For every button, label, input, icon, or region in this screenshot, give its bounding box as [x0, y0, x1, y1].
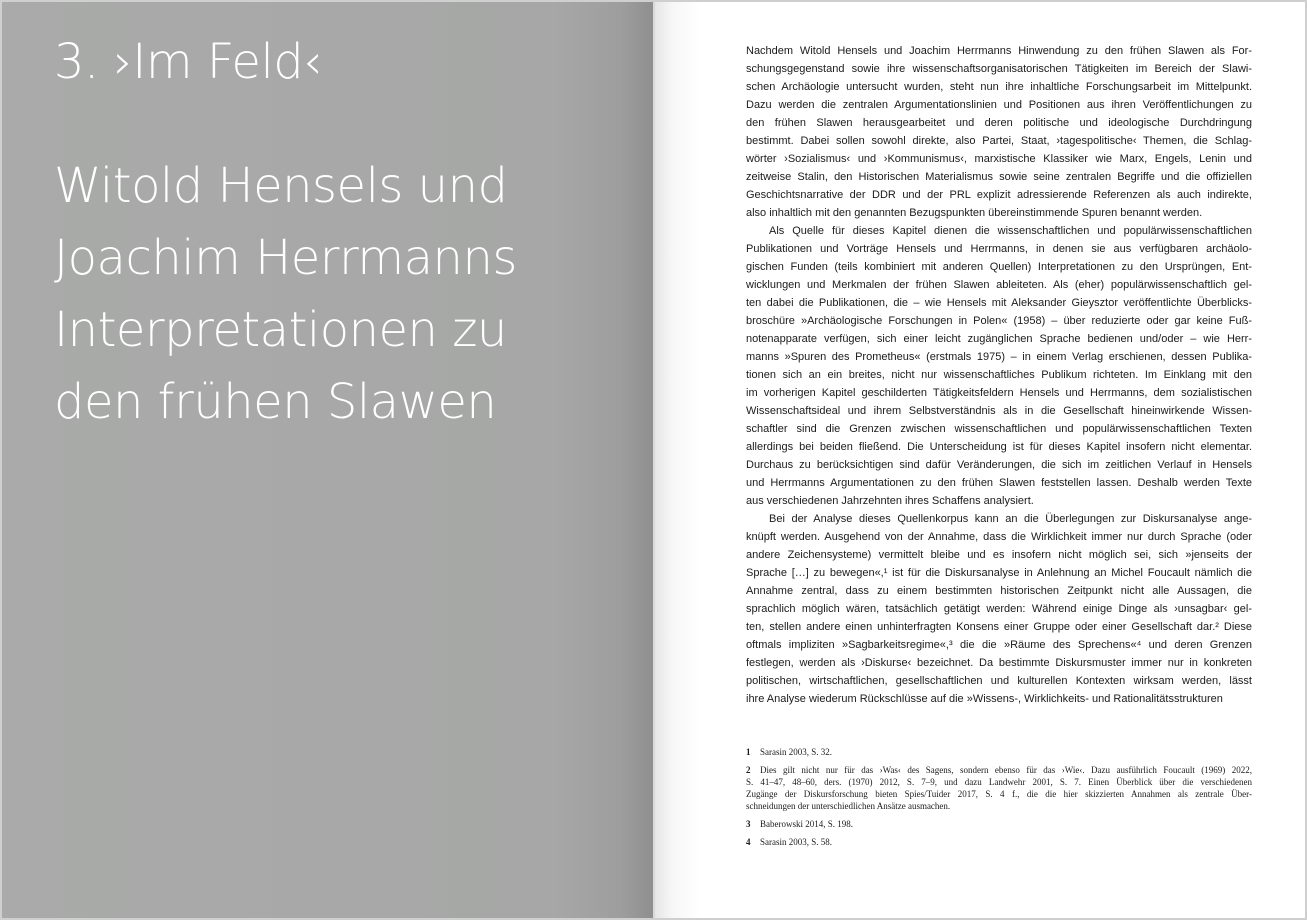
footnote [746, 836, 1252, 848]
footnote-line [746, 746, 1252, 758]
text-line: oftmals impliziten »Sagbarkeitsregime«,³ die die »Räume des Sprechens«⁴ und deren Grenzen [746, 639, 1252, 651]
footnote [746, 818, 1252, 830]
right-page [655, 2, 1305, 918]
text-line: Durchaus zu berücksichtigen sind dafür Veränderungen, die sich im zeitlichen Verlauf in Hensels [746, 459, 1252, 471]
text-line: Publikationen und Vorträge Hensels und Herrmanns, in denen sie aus verfügbaren archäolo- [746, 243, 1252, 255]
body-paragraph [746, 222, 1252, 510]
text-line: manns »Spuren des Prometheus« (erstmals 1975) – in einem Verlag erschienen, dessen Publika- [746, 351, 1252, 363]
chapter-title-line: Witold Hensels und [54, 158, 508, 214]
text-line: den frühen Slawen herausgearbeitet und deren politische und ideologische Durchdringung [746, 117, 1252, 129]
text-line: gischen Funden (teils kombiniert mit anderen Quellen) Interpretationen zu den Ursprüngen, Ent- [746, 261, 1252, 273]
footnote-number: 1 [746, 747, 751, 757]
text-line: aus verschiedenen Jahrzehnten ihres Schaffens analysiert. [746, 495, 1034, 507]
text-line: ten dabei die Publikationen, die – wie Hensels mit Aleksander Gieysztor veröffentlichte Überblicks- [746, 297, 1252, 309]
footnote-number: 2 [746, 765, 751, 775]
footnote [746, 746, 1252, 758]
text-line: notenapparate verfügen, sich einer leicht zugänglichen Sprache bedienen und/oder – wie Herr- [746, 333, 1252, 345]
text-line: schen Archäologie untersucht wurden, steht nun ihre inhaltliche Forschungsarbeit im Mittelpunkt. [746, 81, 1252, 93]
text-line: broschüre »Archäologische Forschungen in Polen« (1958) – über reduzierte oder gar keine Fuß- [746, 315, 1252, 327]
body-paragraph [746, 42, 1252, 222]
footnote [746, 764, 1252, 812]
footnote-text: Baberowski 2014, S. 198. [760, 819, 853, 829]
chapter-number: 3. ›Im Feld‹ [54, 34, 322, 90]
footnote-line [746, 800, 1252, 812]
text-line: wörter ›Sozialismus‹ und ›Kommunismus‹, marxistische Klassiker wie Marx, Engels, Lenin und [746, 153, 1252, 165]
footnote-text: Zugänge der Diskursforschung bieten Spies/Tuider 2017, S. 4 f., die die hier skizzierten Annahmen als zentrale Über- [746, 789, 1252, 799]
footnote-text: Dies gilt nicht nur für das ›Was‹ des Sagens, sondern ebenso für das ›Wie‹. Dazu ausführlich Foucault (1969) 2022, [760, 765, 1252, 775]
footnote-text: Sarasin 2003, S. 32. [760, 747, 832, 757]
text-line: Geschichtsnarrative der DDR und der PRL explizit adressierende Referenzen als auch indirekte, [746, 189, 1252, 201]
body-paragraph [746, 510, 1252, 708]
chapter-title-line: Joachim Herrmanns [54, 230, 517, 286]
text-line: bestimmt. Dabei sollen sowohl direkte, also Partei, Staat, ›tagespolitische‹ Themen, die Schlag- [746, 135, 1252, 147]
text-line: schungsgegenstand sowie ihre wissenschaftsorganisatorischen Tätigkeiten im Bereich der Slawi- [746, 63, 1252, 75]
text-line: sprachlich möglich wären, tatsächlich getätigt werden: Während einige Dinge als ›unsagbar‹ gel- [746, 603, 1252, 615]
text-line: Nachdem Witold Hensels und Joachim Herrmanns Hinwendung zu den frühen Slawen als For- [746, 45, 1252, 57]
text-line: festlegen, werden als ›Diskurse‹ bezeichnet. Da bestimmte Diskursmuster immer nur in konkreten [746, 657, 1252, 669]
text-line: Dazu werden die zentralen Argumentationslinien und Positionen aus ihren Veröffentlichungen zu [746, 99, 1252, 111]
chapter-title-line: Interpretationen zu [54, 302, 507, 358]
text-line: also inhaltlich mit den genannten Bezugspunkten übereinstimmende Spuren benannt werden. [746, 207, 1203, 219]
chapter-title-line: den frühen Slawen [54, 374, 497, 430]
text-line: ten, stellen andere einen unhinterfragten Konsens einer Gruppe oder einer Gesellschaft dar.² Diese [746, 621, 1252, 633]
text-line: und Herrmanns Argumentationen zu den frühen Slawen feststellen lassen. Deshalb werden Texte [746, 477, 1252, 489]
footnote-text: Sarasin 2003, S. 58. [760, 837, 832, 847]
text-line: Annahme zentral, dass zu einem bestimmten historischen Zeitpunkt nicht alle Aussagen, die [746, 585, 1252, 597]
text-line: allerdings bei beiden fließend. Die Unterscheidung ist für dieses Kapitel insofern nicht elementar. [746, 441, 1252, 453]
footnote-number: 3 [746, 819, 751, 829]
text-line: Sprache […] zu bewegen«,¹ ist für die Diskursanalyse in Anlehnung an Michel Foucault nämlich die [746, 567, 1252, 579]
footnote-line [746, 788, 1252, 800]
text-line: im vorherigen Kapitel geschilderten Tätigkeitsfeldern Hensels und Herrmanns, dem sozialistischen [746, 387, 1252, 399]
text-line: politischen, wirtschaftlichen, gesellschaftlichen und kulturellen Kontexten wirksam werden, lässt [746, 675, 1252, 687]
chapter-title [54, 150, 517, 438]
text-line: schaftler sind die Grenzen zwischen wissenschaftlichen und populärwissenschaftlichen Texten [746, 423, 1252, 435]
footnote-line [746, 836, 1252, 848]
footnotes [746, 746, 1252, 854]
text-line: wicklungen und Merkmalen der frühen Slawen ableiteten. Als (eher) populärwissenschaftlich gel- [746, 279, 1252, 291]
text-line: tionen sich an ein breites, nicht nur wissenschaftliches Publikum richteten. Im Einklang mit den [746, 369, 1252, 381]
text-line: Bei der Analyse dieses Quellenkorpus kann an die Überlegungen zur Diskursanalyse ange- [769, 513, 1252, 525]
footnote-line [746, 764, 1252, 776]
text-line: andere Zeichensysteme) vermittelt bleibe und es insofern nicht möglich sei, sich »jenseits der [746, 549, 1252, 561]
text-line: Wissenschaftsideal und ihrem Selbstverständnis als in die Gesellschaft hineinwirkende Wissen- [746, 405, 1252, 417]
text-line: knüpft werden. Ausgehend von der Annahme, dass die Wirklichkeit immer nur durch Sprache (oder [746, 531, 1252, 543]
text-line: zeitweise Stalin, den Historischen Materialismus sowie seine zentralen Begriffe und die offiziellen [746, 171, 1252, 183]
footnote-number: 4 [746, 837, 751, 847]
footnote-text: S. 41–47, 48–60, ders. (1970) 2012, S. 7–9, und dazu Landwehr 2001, S. 7. Einen Überblick über die verschiedenen [746, 777, 1252, 787]
body-text [746, 42, 1252, 708]
footnote-text: schneidungen der unterschiedlichen Ansätze ausmachen. [746, 801, 951, 811]
footnote-line [746, 818, 1252, 830]
left-page [2, 2, 653, 918]
text-line: ihre Analyse wiederum Rückschlüsse auf die »Wissens-, Wirklichkeits- und Rationalitätsstrukturen [746, 693, 1223, 705]
footnote-line [746, 776, 1252, 788]
text-line: Als Quelle für dieses Kapitel dienen die wissenschaftlichen und populärwissenschaftlichen [769, 225, 1252, 237]
